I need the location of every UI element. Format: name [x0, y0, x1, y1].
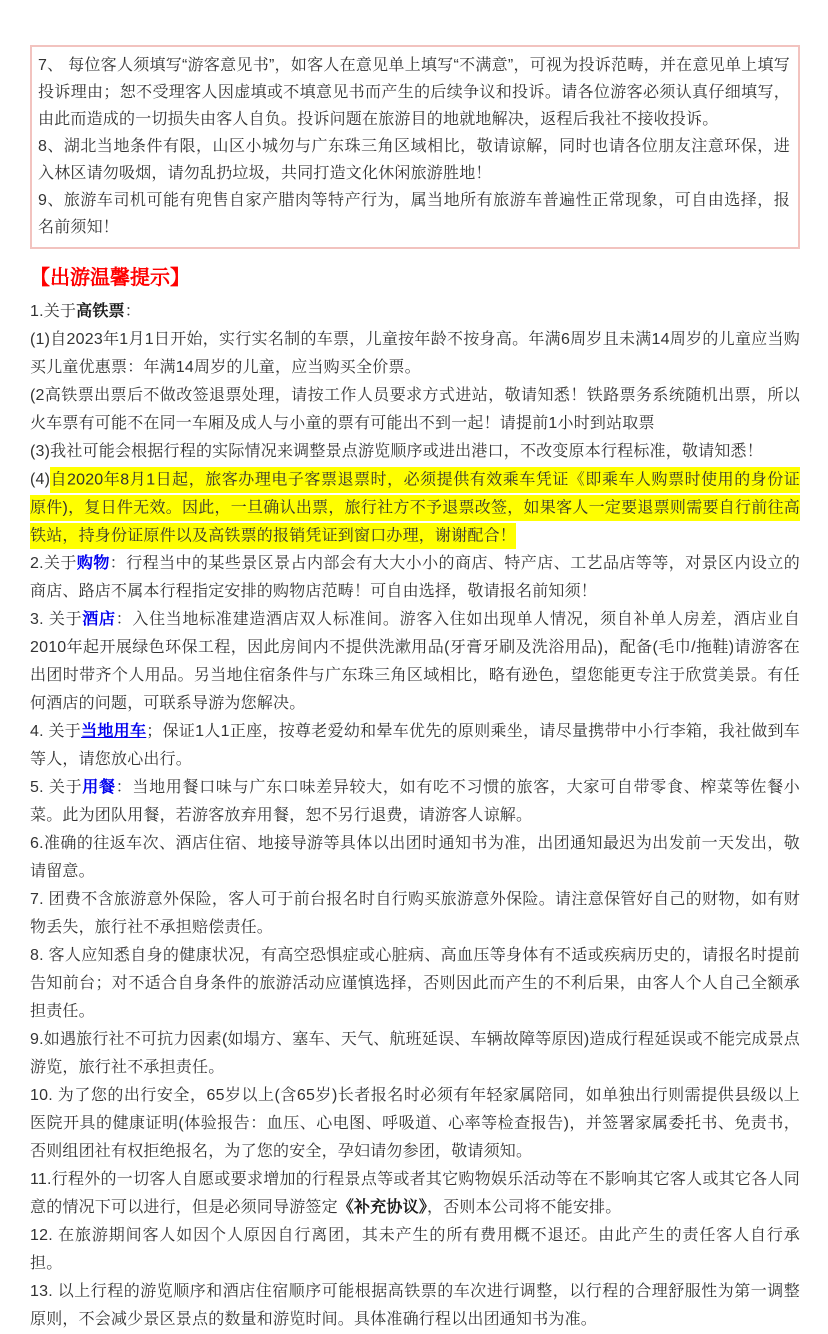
- tip-item-3-hotel: [30, 606, 800, 718]
- text-run: (3)我社可能会根据行程的实际情况来调整景点游览顺序或进出港口，不改变原本行程标准，敬请知悉！: [30, 443, 763, 460]
- text-run: 12. 在旅游期间客人如因个人原因自行离团，其未产生的所有费用概不退还。由此产生的责任客人自行承担。: [30, 1227, 800, 1272]
- text-run: 自2020年8月1日起，旅客办理电子客票退票时，必须提供有效乘车凭证《即乘车人购票时使用的身份证原件)，复日件无效。因此，一旦确认出票，旅行社方不予退票改签，如果客人一定要退票则需要自行前往高铁站，持身份证原件以及高铁票的报销凭证到窗口办理，谢谢配合！: [30, 467, 800, 549]
- text-run: 8. 客人应知悉自身的健康状况，有高空恐惧症或心脏病、高血压等身体有不适或疾病历史的，请报名时提前告知前台；对不适合自身条件的旅游活动应谨慎选择，否则因此而产生的不利后果，由客人个人自己全额承担责任。: [30, 947, 800, 1020]
- text-run: 当地用车: [81, 723, 147, 740]
- text-run: 5. 关于: [30, 779, 83, 796]
- text-run: 7、 每位客人须填写“游客意见书”，如客人在意见单上填写“不满意”，可视为投诉范畴，并在意见单上填写投诉理由；恕不受理客人因虚填或不填意见书而产生的后续争议和投诉。请各位游客必须认真仔细填写，由此而造成的一切损失由客人自负。投诉问题在旅游目的地就地解决，返程后我社不接收投诉。: [38, 57, 790, 128]
- text-run: 10. 为了您的出行安全，65岁以上(含65岁)长者报名时必须有年轻家属陪同，如单独出行则需提供县级以上医院开具的健康证明(体验报告：血压、心电图、呼吸道、心率等检查报告)，并签署家属委托书、免责书，否则组团社有权拒绝报名，为了您的安全，孕妇请勿参团，敬请须知。: [30, 1087, 800, 1160]
- notice-item-8: [38, 133, 790, 187]
- tip-item-1-sub1: [30, 326, 800, 382]
- tip-item-13: [30, 1278, 800, 1334]
- text-run: 2.关于: [30, 555, 77, 572]
- notice-item-9: [38, 187, 790, 241]
- tip-item-11: [30, 1166, 800, 1222]
- text-run: 6.准确的往返车次、酒店住宿、地接导游等具体以出团时通知书为准，出团通知最迟为出发前一天发出，敬请留意。: [30, 835, 800, 880]
- text-run: ：当地用餐口味与广东口味差异较大，如有吃不习惯的旅客，大家可自带零食、榨菜等佐餐小菜。此为团队用餐，若游客放弃用餐，恕不另行退费，请游客人谅解。: [30, 779, 800, 824]
- tip-item-1-sub4-highlighted: [30, 466, 800, 550]
- text-run: 高铁票: [76, 303, 125, 320]
- text-run: ：入住当地标准建造酒店双人标准间。游客入住如出现单人情况，须自补单人房差，酒店业自2010年起开展绿色环保工程，因此房间内不提供洗漱用品(牙膏牙刷及洗浴用品)，配备(毛巾/拖鞋)请游客在出团时带齐个人用品。另当地住宿条件与广东珠三角区域相比，略有逊色，望您能更专注于欣赏美景。有任何酒店的问题，可联系导游为您解决。: [30, 611, 800, 712]
- text-run: 3. 关于: [30, 611, 83, 628]
- text-run: 酒店: [82, 611, 116, 628]
- tip-item-12: [30, 1222, 800, 1278]
- tips-heading: 【出游温馨提示】: [30, 267, 190, 289]
- tip-item-10: [30, 1082, 800, 1166]
- tip-item-6: [30, 830, 800, 886]
- tip-item-1-title: [30, 298, 800, 326]
- tips-list: [30, 298, 800, 1334]
- notice-box: [30, 45, 800, 249]
- text-run: 9.如遇旅行社不可抗力因素(如塌方、塞车、天气、航班延误、车辆故障等原因)造成行程延误或不能完成景点游览，旅行社不承担责任。: [30, 1031, 801, 1076]
- text-run: 1.关于: [30, 303, 77, 320]
- text-run: 9、旅游车司机可能有兜售自家产腊肉等特产行为，属当地所有旅游车普遍性正常现象，可自由选择，报名前须知！: [38, 192, 790, 236]
- text-run: 7. 团费不含旅游意外保险，客人可于前台报名时自行购买旅游意外保险。请注意保管好自己的财物，如有财物丢失，旅行社不承担赔偿责任。: [30, 891, 800, 936]
- tip-item-5-meals: [30, 774, 800, 830]
- text-run: 《补充协议》: [337, 1199, 428, 1216]
- notice-item-7: [38, 52, 790, 133]
- tip-item-2-shopping: [30, 550, 800, 606]
- text-run: 13. 以上行程的游览顺序和酒店住宿顺序可能根据高铁票的车次进行调整，以行程的合理舒服性为第一调整原则，不会减少景区景点的数量和游览时间。具体准确行程以出团通知书为准。: [30, 1283, 800, 1328]
- text-run: 8、湖北当地条件有限，山区小城勿与广东珠三角区域相比，敬请谅解，同时也请各位朋友注意环保，进入林区请勿吸烟，请勿乱扔垃圾，共同打造文化休闲旅游胜地！: [38, 138, 790, 182]
- tip-item-7: [30, 886, 800, 942]
- tip-item-8: [30, 942, 800, 1026]
- text-run: (1)自2023年1月1日开始，实行实名制的车票，儿童按年龄不按身高。年满6周岁且未满14周岁的儿童应当购买儿童优惠票：年满14周岁的儿童，应当购买全价票。: [30, 331, 800, 376]
- tip-item-1-sub2: [30, 382, 800, 438]
- text-run: 11.行程外的一切客人自愿或要求增加的行程景点等或者其它购物娱乐活动等在不影响其它客人或其它各人同意的情况下可以进行，但是必须同导游签定: [30, 1171, 800, 1216]
- tip-item-1-sub3: [30, 438, 800, 466]
- text-run: 购物: [76, 555, 110, 572]
- text-run: 4. 关于: [30, 723, 82, 740]
- tip-item-9: [30, 1026, 800, 1082]
- text-run: ：: [124, 303, 141, 320]
- text-run: ，否则本公司将不能安排。: [427, 1199, 622, 1216]
- text-run: ；保证1人1正座，按尊老爱幼和晕车优先的原则乘坐，请尽量携带中小行李箱，我社做到车等人，请您放心出行。: [30, 723, 801, 768]
- text-run: ：行程当中的某些景区景占内部会有大大小小的商店、特产店、工艺品店等等，对景区内设立的商店、路店不属本行程指定安排的购物店范畴！可自由选择，敬请报名前知须！: [30, 555, 800, 600]
- text-run: 用餐: [82, 779, 116, 796]
- text-run: (2高铁票出票后不做改签退票处理，请按工作人员要求方式进站，敬请知悉！铁路票务系统随机出票，所以火车票有可能不在同一车厢及成人与小童的票有可能出不到一起！请提前1小时到站取票: [30, 387, 800, 432]
- text-run: (4): [30, 471, 51, 488]
- tip-item-4-local-transport: [30, 718, 800, 774]
